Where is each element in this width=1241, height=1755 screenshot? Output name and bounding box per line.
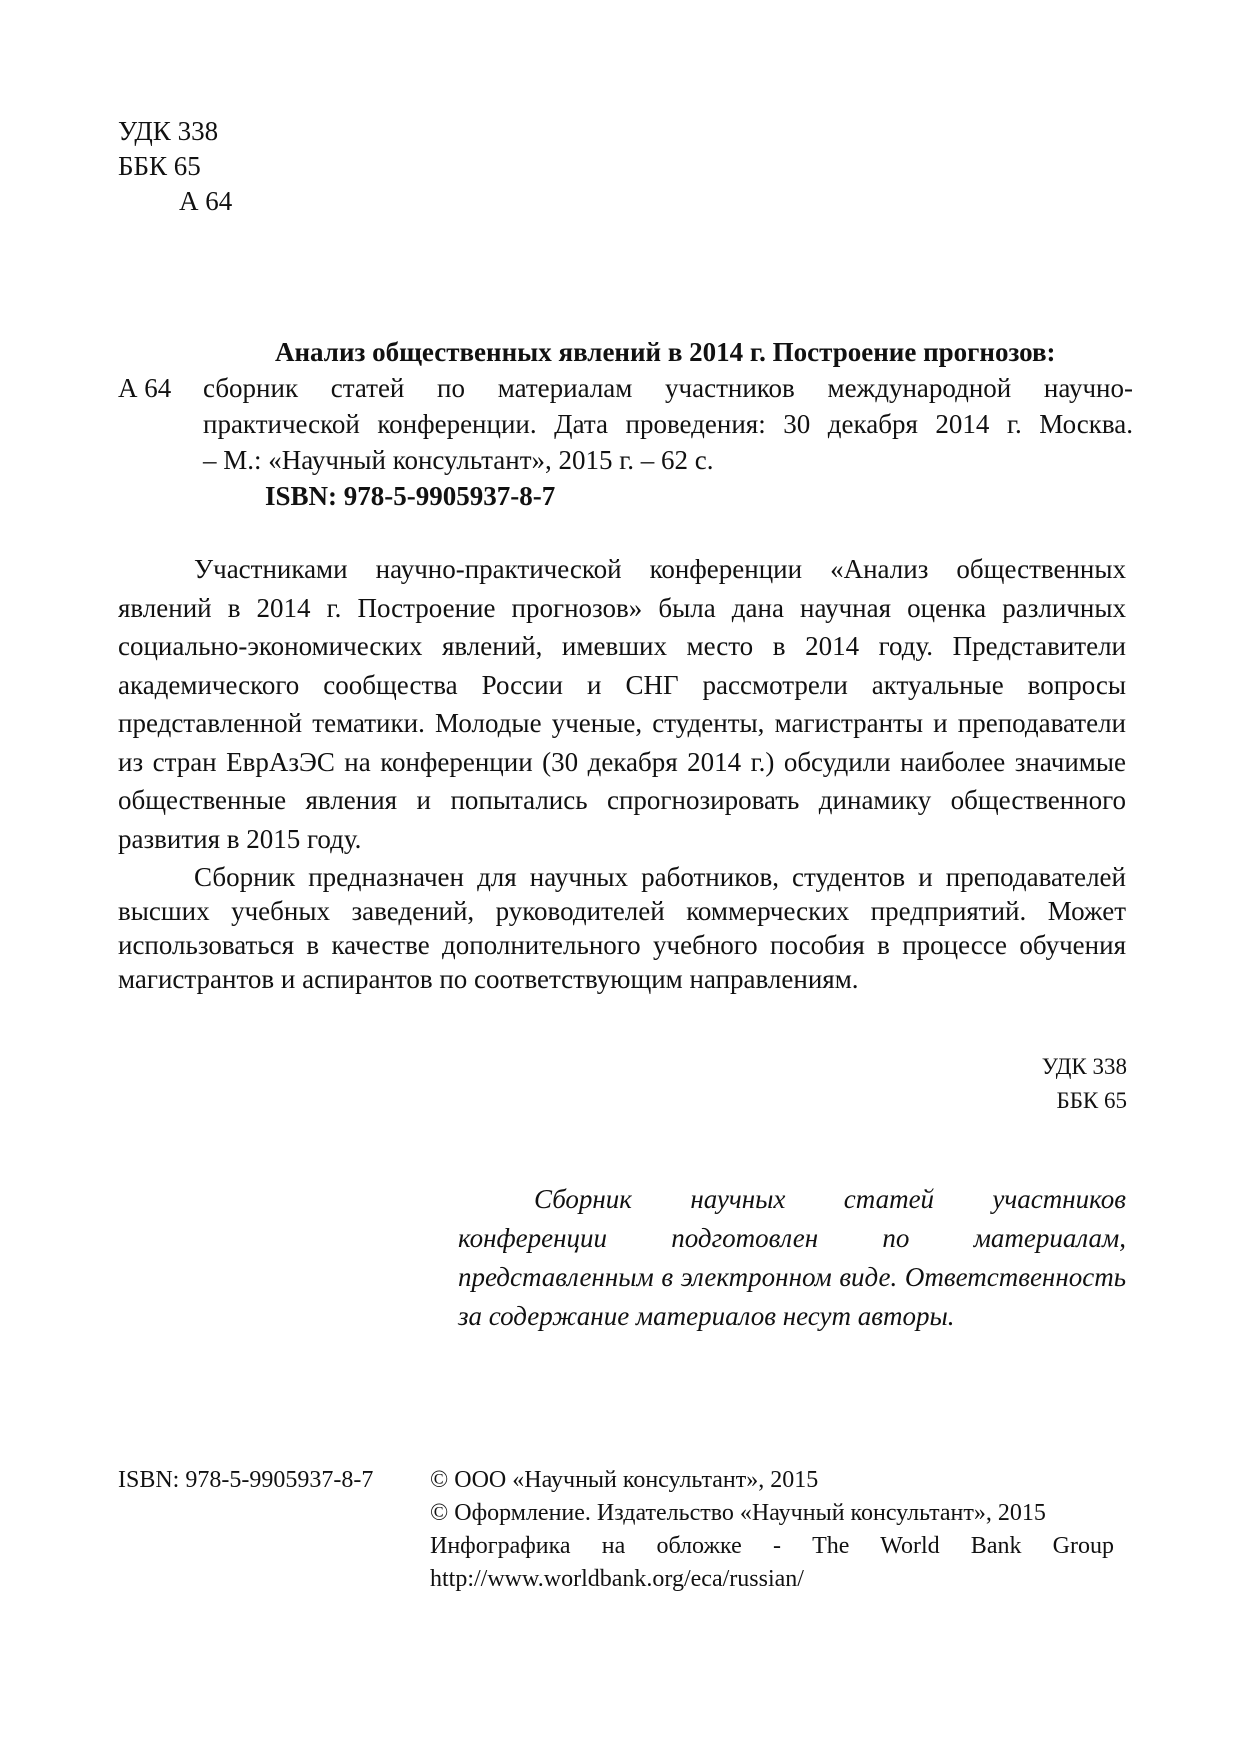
bbk-code: ББК 65 — [118, 151, 201, 181]
entry-line: – М.: «Научный консультант», 2015 г. – 62 с. — [203, 445, 714, 475]
entry-line: сборник статей по материалам участников международной научно- — [203, 373, 1133, 403]
infographic-credit: Инфографика на обложке - The World Bank Group — [430, 1533, 1114, 1559]
udk-code: УДК 338 — [118, 116, 219, 146]
responsibility-note: Сборник научных статей участников конференции подготовлен по материалам, представленным в электронном виде. Ответственность за содержание материалов несут авторы. — [458, 1184, 1126, 1331]
annotation-paragraph: Участниками научно-практической конференции «Анализ общественных явлений в 2014 г. Построение прогнозов» была дана научная оценка различных социально-экономических явлений, имевших место в 2014 году. Представители академического сообщества России и СНГ рассмотрели актуальные вопросы представленной тематики. Молодые ученые, студенты, магистранты и преподаватели из стран ЕврАзЭС на конференции (30 декабря 2014 г.) обсудили наиболее значимые общественные явления и попытались спрогнозировать динамику общественного развития в 2015 году. — [118, 554, 1126, 854]
author-mark: А 64 — [179, 186, 233, 216]
header-codes — [118, 114, 232, 219]
copyright-block — [430, 1464, 1114, 1596]
entry-author-mark: А 64 — [118, 373, 172, 403]
copyright-line: © Оформление. Издательство «Научный консультант», 2015 — [430, 1500, 1046, 1526]
book-title: Анализ общественных явлений в 2014 г. Построение прогнозов: — [275, 337, 1056, 367]
entry-line: практической конференции. Дата проведения: 30 декабря 2014 г. Москва. — [203, 409, 1133, 439]
annotation — [118, 550, 1126, 996]
bibliographic-entry — [203, 334, 1133, 514]
footer-isbn: ISBN: 978-5-9905937-8-7 — [118, 1467, 374, 1493]
classification-codes — [1042, 1050, 1127, 1118]
source-url: http://www.worldbank.org/eca/russian/ — [430, 1566, 804, 1592]
entry-isbn: ISBN: 978-5-9905937-8-7 — [265, 481, 556, 511]
copyright-line: © ООО «Научный консультант», 2015 — [430, 1467, 819, 1493]
annotation-paragraph: Сборник предназначен для научных работников, студентов и преподавателей высших учебных заведений, руководителей коммерческих предприятий. Может использоваться в качестве дополнительного учебного пособия в процессе обучения магистрантов и аспирантов по соответствующим направлениям. — [118, 862, 1126, 994]
udk-code: УДК 338 — [1041, 1054, 1127, 1079]
bbk-code: ББК 65 — [1056, 1088, 1127, 1113]
